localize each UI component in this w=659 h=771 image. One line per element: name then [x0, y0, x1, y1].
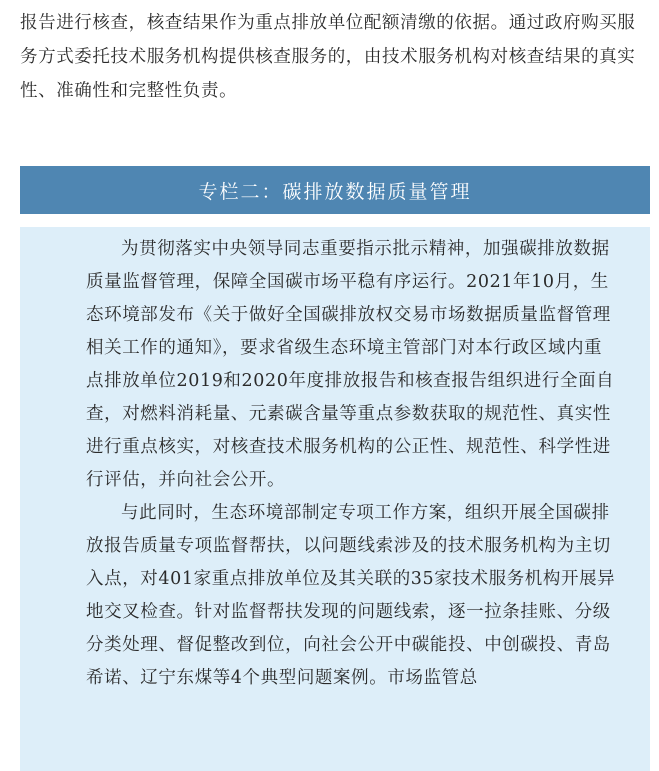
column-body — [20, 227, 650, 771]
column-paragraph-2: 与此同时，生态环境部制定专项工作方案，组织开展全国碳排放报告质量专项监督帮扶，以问题线索涉及的技术服务机构为主切入点，对401家重点排放单位及其关联的35家技术服务机构开展异地交叉检查。针对监督帮扶发现的问题线索，逐一拉条挂账、分级分类处理、督促整改到位，向社会公开中碳能投、中创碳投、青岛希诺、辽宁东煤等4个典型问题案例。市场监管总 — [86, 503, 616, 688]
column-title: 专栏二：碳排放数据质量管理 — [198, 180, 472, 203]
column-header — [20, 166, 650, 214]
intro-paragraph: 报告进行核查，核查结果作为重点排放单位配额清缴的依据。通过政府购买服务方式委托技术服务机构提供核查服务的，由技术服务机构对核查结果的真实性、准确性和完整性负责。 — [20, 13, 636, 101]
column-paragraph-1: 为贯彻落实中央领导同志重要指示批示精神，加强碳排放数据质量监督管理，保障全国碳市场平稳有序运行。2021年10月，生态环境部发布《关于做好全国碳排放权交易市场数据质量监督管理相关工作的通知》，要求省级生态环境主管部门对本行政区域内重点排放单位2019和2020年度排放报告和核查报告组织进行全面自查，对燃料消耗量、元素碳含量等重点参数获取的规范性、真实性进行重点核实，对核查技术服务机构的公正性、规范性、科学性进行评估，并向社会公开。 — [86, 239, 615, 490]
